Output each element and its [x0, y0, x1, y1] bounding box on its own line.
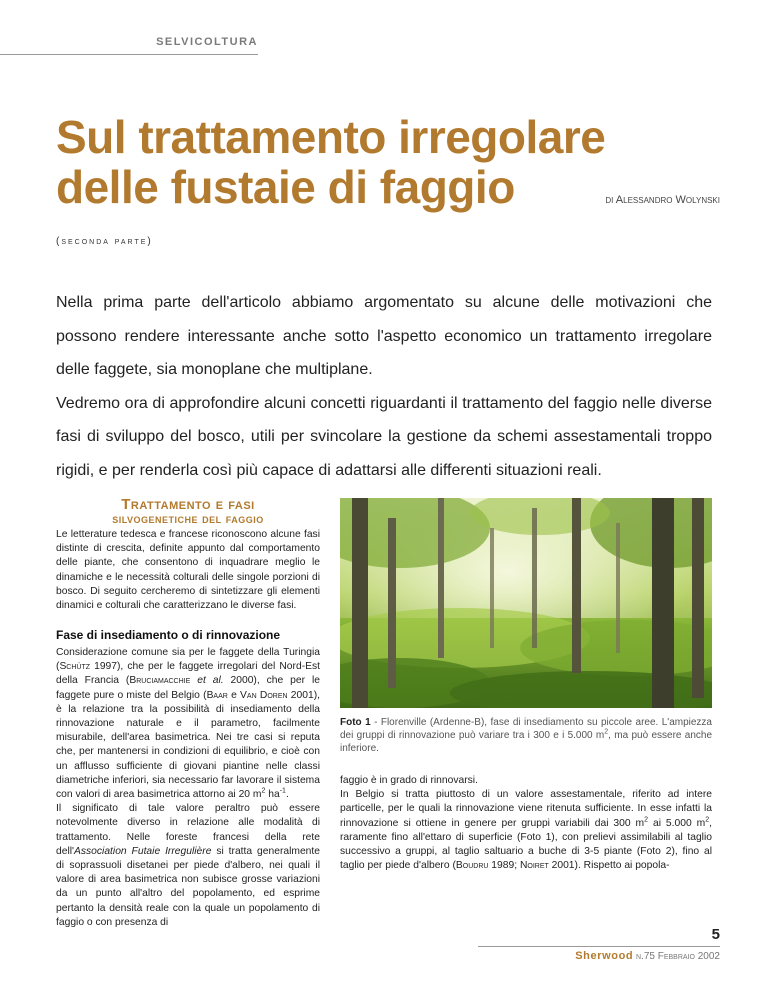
photo-caption: Foto 1 - Florenville (Ardenne-B), fase di insediamento su piccole aree. L'ampiezza dei gruppi di rinnovazione può variare tra i 300 e i 5.000 $m^2$, ma può essere anche inferiore. [340, 717, 713, 754]
page-number: 5 [711, 926, 720, 943]
subsection-paragraph-1: Considerazione comune sia per le faggete della Turingia (Schütz 1997), che per le faggete irregolari del Nord-Est della Francia (Bruciamacchie et al. 2000), che per le faggete pure o miste del Belgio (Baar e Van Doren 2001), è la relazione tra la possibilità di insediamento della rinnovazione naturale e il parametro, facilmente misurabile, dell'area basimetrica. Nei tre casi si reputa che, per mantenersi in condizioni di equilibrio, e cioè con un afflusso sufficiente di giovani piantine nelle classi diametriche inferiori, sia necessario far lavorare il sistema con valori di area basimetrica attorno ai 20 $m^2$ $ha^{-1}$. [56, 647, 320, 801]
section-intro-text [56, 528, 320, 613]
issue-date: Febbraio 2002 [657, 951, 720, 962]
right-column-text [340, 774, 712, 873]
header-rule [0, 54, 258, 55]
byline-prefix: di [605, 194, 614, 206]
article-title [56, 112, 616, 212]
forest-photo [340, 498, 712, 708]
subsection-text [56, 646, 320, 930]
intro-paragraph-1: Nella prima parte dell'articolo abbiamo argomentato su alcune delle motivazioni che possono rendere interessante anche sotto l'aspetto economico un trattamento irregolare delle faggete, sia monoplane che multiplane. [56, 294, 712, 378]
caption-label: Foto 1 [340, 717, 371, 728]
byline-author: Alessandro Wolynski [615, 194, 720, 206]
intro-text [56, 286, 712, 487]
magazine-brand: Sherwood [575, 950, 634, 962]
part-label: (seconda parte) [56, 236, 153, 247]
right-paragraph-2: In Belgio si tratta piuttosto di un valore assestamentale, riferito ad intere particelle, per le quali la rinnovazione viene ritenuta sufficiente. In esse infatti la rinnovazione si ottiene in genere per gruppi variabili dai 300 $m^2$ ai 5.000 $m^2$, raramente fino all'ettaro di superficie (Foto 1), con prelievi assimilabili al taglio successivo a gruppi, al taglio saltuario a buche di 3-5 piante (Foto 2), fino al taglio per piede d'albero (Boudru 1989; Noiret 2001). Rispetto ai popola- [340, 789, 712, 872]
title-line-1: Sul trattamento irregolare [56, 111, 606, 163]
section-heading-line-2: silvogenetiche del faggio [112, 511, 264, 526]
right-paragraph-1: faggio è in grado di rinnovarsi. [340, 775, 478, 786]
footer [575, 950, 720, 962]
section-heading-line-1: Trattamento e fasi [121, 496, 255, 513]
subsection-heading: Fase di insediamento o di rinnovazione [56, 628, 281, 642]
issue-number: n.75 [635, 951, 655, 962]
title-line-2: delle fustaie di faggio [56, 161, 515, 213]
section-label: SELVICOLTURA [156, 36, 258, 48]
footer-rule [478, 946, 720, 947]
subsection-paragraph-2: Il significato di tale valore peraltro può essere notevolmente diverso in relazione alle modalità di trattamento. Nelle foreste francesi della rete dell'Association Futaie Irregulière si tratta generalmente di soprassuoli disetanei per piede d'albero, nei quali il valore di area basimetrica non subisce grosse variazioni da un punto all'altro del popolamento, ed esprime pertanto la densità reale con la quale un popolamento di faggio o con presenza di [56, 803, 321, 928]
byline [605, 194, 720, 206]
section-paragraph: Le letterature tedesca e francese riconoscono alcune fasi distinte di crescita, definite appunto dal comportamento delle piante, che consentono di inquadrare meglio le dinamiche e le necessità colturali delle singole porzioni di bosco. Di seguito cercheremo di sintetizzare gli elementi dinamici e colturali che caratterizzano le diverse fasi. [56, 529, 320, 612]
intro-paragraph-2: Vedremo ora di approfondire alcuni concetti riguardanti il trattamento del faggio nelle diverse fasi di sviluppo del bosco, utili per svincolare la gestione da schemi assestamentali troppo rigidi, e per renderla così più capace di adattarsi alle differenti situazioni reali. [56, 394, 712, 479]
section-heading [56, 498, 320, 526]
